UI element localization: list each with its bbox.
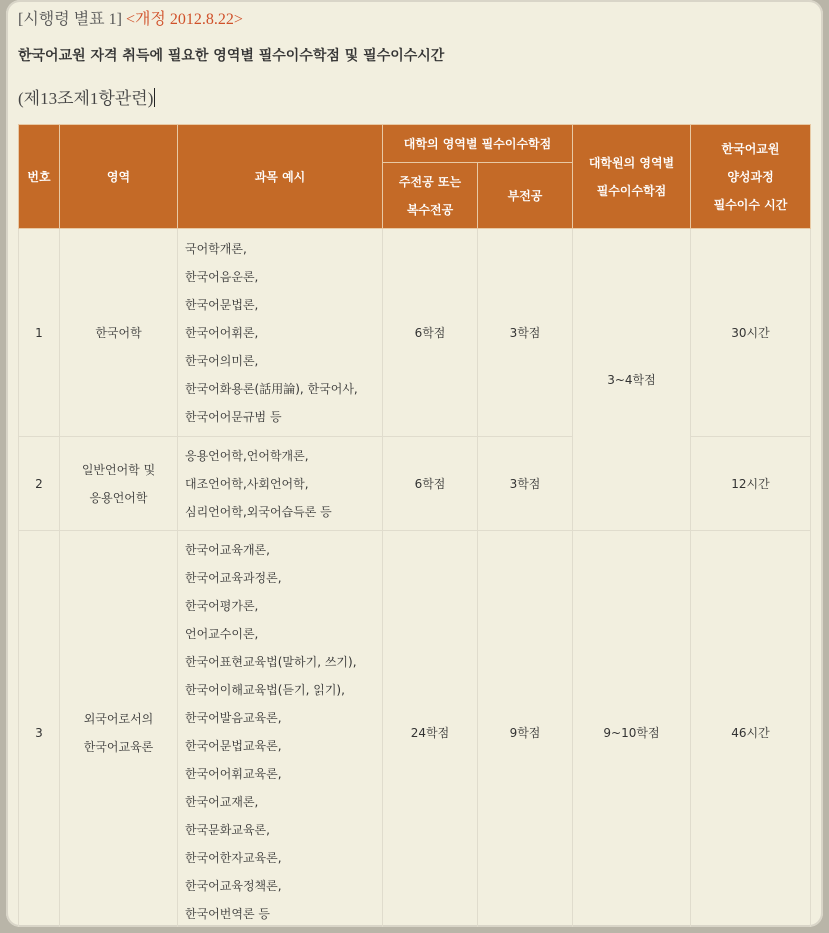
row-grad-credits: 9~10학점 (573, 531, 691, 928)
table-row (19, 531, 811, 928)
appendix-label: [시행령 별표 1] (18, 11, 122, 28)
revision-link[interactable]: <개정 2012.8.22> (125, 11, 243, 28)
row-subjects: 국어학개론, 한국어음운론, 한국어문법론, 한국어어휘론, 한국어의미론, 한국어화용론(話用論), 한국어사, 한국어어문규범 등 (178, 229, 383, 437)
row-course-hours: 30시간 (691, 229, 811, 437)
row-minor-credits: 9학점 (478, 531, 573, 928)
requirements-table (18, 124, 811, 927)
law-reference (18, 6, 243, 29)
row-area: 외국어로서의 한국어교육론 (60, 531, 178, 928)
row-subjects: 한국어교육개론, 한국어교육과정론, 한국어평가론, 언어교수이론, 한국어표현교육법(말하기, 쓰기), 한국어이해교육법(듣기, 읽기), 한국어발음교육론, 한국어문법교육론, 한국어어휘교육론, 한국어교재론, 한국문화교육론, 한국어한자교육론, 한국어교육정책론, 한국어번역론 등 (178, 531, 383, 928)
row-area: 일반언어학 및 응용언어학 (60, 437, 178, 531)
row-major-credits: 6학점 (383, 437, 478, 531)
row-course-hours: 12시간 (691, 437, 811, 531)
clause-text: (제13조제1항관련) (18, 89, 154, 108)
row-minor-credits: 3학점 (478, 229, 573, 437)
row-subjects: 응용언어학,언어학개론, 대조언어학,사회언어학, 심리언어학,외국어습득론 등 (178, 437, 383, 531)
row-minor-credits: 3학점 (478, 437, 573, 531)
col-header-major: 주전공 또는 복수전공 (383, 163, 478, 229)
row-grad-credits: 3~4학점 (573, 229, 691, 531)
document-frame (6, 0, 823, 927)
page-title: 한국어교원 자격 취득에 필요한 영역별 필수이수학점 및 필수이수시간 (18, 48, 445, 64)
col-header-minor: 부전공 (478, 163, 573, 229)
row-major-credits: 6학점 (383, 229, 478, 437)
col-header-course: 한국어교원 양성과정 필수이수 시간 (691, 125, 811, 229)
row-no: 2 (19, 437, 60, 531)
col-header-area: 영역 (60, 125, 178, 229)
col-header-no: 번호 (19, 125, 60, 229)
table-row (19, 229, 811, 437)
col-header-grad: 대학원의 영역별 필수이수학점 (573, 125, 691, 229)
row-no: 3 (19, 531, 60, 928)
col-header-undergrad: 대학의 영역별 필수이수학점 (383, 125, 573, 163)
table-row (19, 437, 811, 531)
row-major-credits: 24학점 (383, 531, 478, 928)
text-cursor (154, 88, 155, 107)
row-area: 한국어학 (60, 229, 178, 437)
row-no: 1 (19, 229, 60, 437)
clause-reference[interactable] (18, 84, 155, 109)
row-course-hours: 46시간 (691, 531, 811, 928)
col-header-subjects: 과목 예시 (178, 125, 383, 229)
